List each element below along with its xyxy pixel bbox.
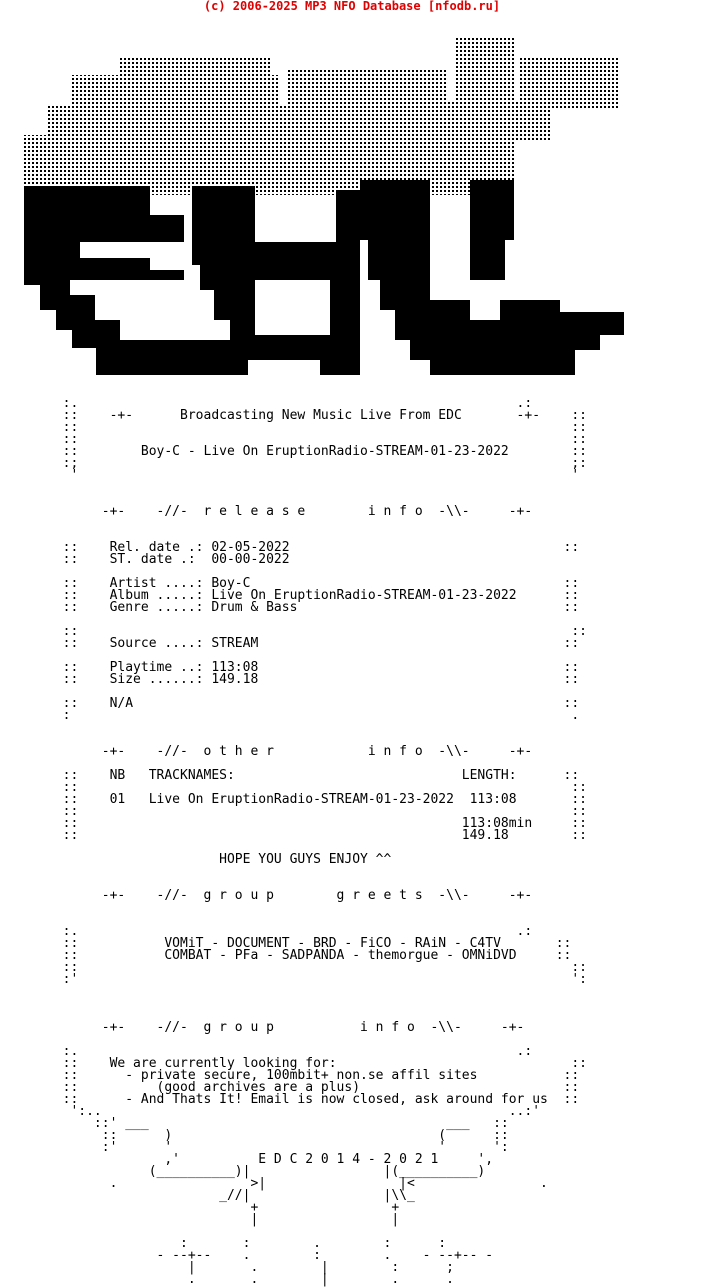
ascii-art-line: . >| |< . bbox=[0, 1176, 548, 1191]
nfo-line: :: Boy-C - Live On EruptionRadio-STREAM-01-23-2022 :: bbox=[0, 444, 587, 459]
edc-ascii-logo bbox=[0, 30, 704, 375]
ascii-art-line: | | bbox=[0, 1212, 400, 1227]
nfo-line: :: :: bbox=[0, 432, 587, 447]
genre: :: Genre .....: Drum & Bass :: bbox=[0, 600, 580, 615]
greets-line: :: VOMiT - DOCUMENT - BRD - FiCO - RAiN - C4TV :: bbox=[0, 936, 572, 951]
nfo-line: :; ;: bbox=[0, 456, 587, 471]
nfo-line: :: :: bbox=[0, 624, 587, 639]
nfo-body bbox=[0, 398, 587, 1286]
edc-years: ,' E D C 2 0 1 4 - 2 0 2 1 ', bbox=[0, 1152, 494, 1167]
total-length: :: 113:08min :: bbox=[0, 816, 587, 831]
group-info-line: :: - private secure, 100mbit+ non.se affil sites :: bbox=[0, 1068, 580, 1083]
notes: :: N/A :: bbox=[0, 696, 580, 711]
nfo-line: :: :: bbox=[0, 804, 587, 819]
source: :: Source ....: STREAM :: bbox=[0, 636, 580, 651]
logo-letter-c bbox=[360, 180, 624, 375]
nfo-line: :. .: bbox=[0, 924, 533, 939]
nfo-line: :: :: bbox=[0, 960, 587, 975]
group-greets-heading: -+- -//- g r o u p g r e e t s -\\- -+- bbox=[0, 888, 533, 903]
nfo-line: :: :: bbox=[0, 780, 587, 795]
ascii-art-line: + + bbox=[0, 1200, 400, 1215]
nfo-line: ' ' bbox=[0, 468, 580, 483]
album: :: Album .....: Live On EruptionRadio-STREAM-01-23-2022 :: bbox=[0, 588, 580, 603]
ascii-art-line: ::' ___ ___ :: bbox=[0, 1116, 509, 1131]
nfo-line: :' ': bbox=[0, 972, 587, 987]
greets-line: :: COMBAT - PFa - SADPANDA - themorgue - OMNiDVD :: bbox=[0, 948, 572, 963]
total-size: :: 149.18 :: bbox=[0, 828, 587, 843]
ascii-art-line: :' ' ' ': bbox=[0, 1140, 509, 1155]
group-info-heading: -+- -//- g r o u p i n f o -\\- -+- bbox=[0, 1020, 525, 1035]
group-info-line: :: (good archives are a plus) :: bbox=[0, 1080, 580, 1095]
ascii-art-line: - --+-- . : . - --+-- - bbox=[0, 1248, 494, 1263]
ascii-art-line: : : . : : bbox=[0, 1236, 447, 1251]
playtime: :: Playtime ..: 113:08 :: bbox=[0, 660, 580, 675]
st-date: :: ST. date .: 00-00-2022 bbox=[0, 552, 290, 567]
tracklist-header: :: NB TRACKNAMES: LENGTH: :: bbox=[0, 768, 580, 783]
size: :: Size ......: 149.18 :: bbox=[0, 672, 580, 687]
ascii-art-line: | . | : ; bbox=[0, 1260, 454, 1275]
site-header: (c) 2006-2025 MP3 NFO Database [nfodb.ru] bbox=[203, 0, 501, 13]
logo-gray-texture bbox=[24, 38, 620, 195]
enjoy-message: HOPE YOU GUYS ENJOY ^^ bbox=[0, 852, 392, 867]
group-info-line: :: We are currently looking for: :: bbox=[0, 1056, 587, 1071]
ascii-art-line: ':.. ..:' bbox=[0, 1104, 541, 1119]
ascii-art-line: _//| |\\_ bbox=[0, 1188, 415, 1203]
group-info-line: :: - And Thats It! Email is now closed, ask around for us :: bbox=[0, 1092, 580, 1107]
other-info-heading: -+- -//- o t h e r i n f o -\\- -+- bbox=[0, 744, 533, 759]
release-info-heading: -+- -//- r e l e a s e i n f o -\\- -+- bbox=[0, 504, 533, 519]
nfo-line: :. .: bbox=[0, 1044, 533, 1059]
track-row: :: 01 Live On EruptionRadio-STREAM-01-23-2022 113:08 :: bbox=[0, 792, 587, 807]
release-date: :: Rel. date .: 02-05-2022 :: bbox=[0, 540, 580, 555]
nfo-line: : . bbox=[0, 708, 580, 723]
nfo-line: :. .: bbox=[0, 396, 533, 411]
nfo-line: :: :: bbox=[0, 420, 587, 435]
nfo-line: :: -+- Broadcasting New Music Live From EDC -+- :: bbox=[0, 408, 587, 423]
artist: :: Artist ....: Boy-C :: bbox=[0, 576, 580, 591]
ascii-art-line: (__________)| |(__________) bbox=[0, 1164, 486, 1179]
ascii-art-line: :: ) ( :: bbox=[0, 1128, 509, 1143]
ascii-art-line: . . | . . bbox=[0, 1272, 454, 1287]
